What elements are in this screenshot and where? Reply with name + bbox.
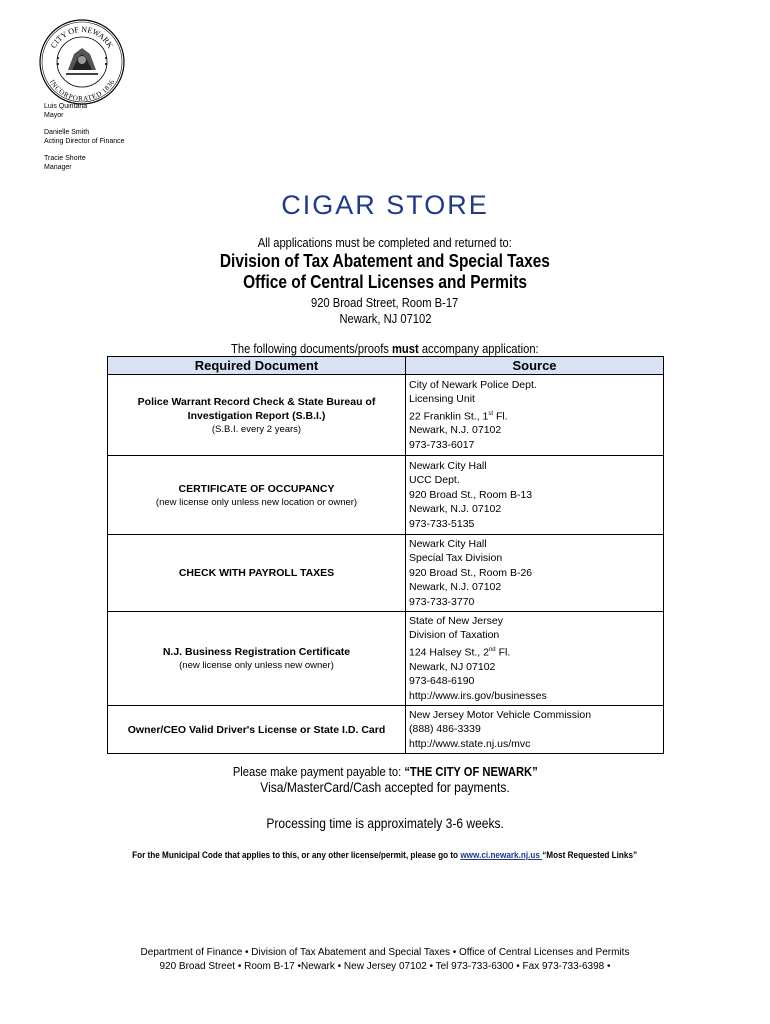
- column-header-source: Source: [406, 357, 664, 375]
- column-header-document: Required Document: [108, 357, 406, 375]
- staff-title: Acting Director of Finance: [44, 138, 125, 145]
- intro-text: All applications must be completed and returned to:: [257, 235, 513, 250]
- staff-manager: [44, 154, 86, 172]
- footer-line-1: Department of Finance • Division of Tax Abatement and Special Taxes • Office of Central Licenses and Permits: [140, 947, 630, 958]
- document-cell: Owner/CEO Valid Driver's License or State I.D. Card: [108, 705, 406, 753]
- staff-mayor: [44, 102, 87, 120]
- documents-intro: The following documents/proofs must accompany application:: [231, 341, 539, 356]
- table-row: [108, 456, 664, 535]
- table-row: [108, 375, 664, 456]
- seal-bottom-text: INCORPORATED 1836: [47, 78, 117, 103]
- seal-top-text: CITY OF NEWARK: [48, 24, 116, 50]
- table-row: [108, 705, 664, 753]
- payment-payee: Please make payment payable to: “THE CITY OF NEWARK”: [232, 764, 538, 779]
- staff-director: [44, 128, 125, 146]
- document-cell: CERTIFICATE OF OCCUPANCY (new license only unless new location or owner): [108, 456, 406, 535]
- staff-name: Tracie Shorte: [44, 155, 86, 162]
- staff-name: Danielle Smith: [44, 129, 90, 136]
- page-title: CIGAR STORE: [281, 190, 489, 220]
- newark-website-link[interactable]: www.ci.newark.nj.us: [460, 850, 543, 861]
- svg-text:INCORPORATED 1836: [48, 78, 117, 103]
- source-cell: City of Newark Police Dept. Licensing Unit 22 Franklin St., 1st Fl. Newark, N.J. 07102 973-733-6017: [406, 375, 664, 456]
- staff-title: Mayor: [44, 112, 64, 119]
- payment-methods: Visa/MasterCard/Cash accepted for payments.: [260, 779, 510, 795]
- office-heading: Office of Central Licenses and Permits: [243, 272, 527, 292]
- table-row: [108, 535, 664, 612]
- source-cell: Newark City Hall Special Tax Division 920 Broad St., Room B-26 Newark, N.J. 07102 973-733-3770: [406, 535, 664, 612]
- municipal-code-note: For the Municipal Code that applies to this, or any other license/permit, please go to www.ci.newark.nj.us “Most Requested Links”: [132, 850, 638, 861]
- requirements-table: [107, 356, 664, 754]
- svg-text:CITY OF NEWARK: [49, 25, 115, 50]
- address-line-2: Newark, NJ 07102: [339, 311, 431, 326]
- document-cell: Police Warrant Record Check & State Bureau of Investigation Report (S.B.I.) (S.B.I. every 2 years): [108, 375, 406, 456]
- processing-time: Processing time is approximately 3-6 weeks.: [266, 815, 504, 831]
- document-cell: N.J. Business Registration Certificate (new license only unless new owner): [108, 612, 406, 706]
- staff-name: Luis Quintana: [44, 103, 88, 110]
- document-cell: CHECK WITH PAYROLL TAXES: [108, 535, 406, 612]
- table-row: [108, 612, 664, 706]
- source-cell: State of New Jersey Division of Taxation 124 Halsey St., 2nd Fl. Newark, NJ 07102 973-648-6190 http://www.irs.gov/businesses: [406, 612, 664, 706]
- footer-line-2: 920 Broad Street • Room B-17 •Newark • New Jersey 07102 • Tel 973-733-6300 • Fax 973-733-6398 •: [159, 961, 611, 972]
- source-cell: Newark City Hall UCC Dept. 920 Broad St., Room B-13 Newark, N.J. 07102 973-733-5135: [406, 456, 664, 535]
- address-line-1: 920 Broad Street, Room B-17: [311, 295, 459, 310]
- city-of-newark-seal-icon: [38, 18, 126, 106]
- footer: [0, 946, 770, 974]
- staff-title: Manager: [44, 164, 72, 171]
- division-heading: Division of Tax Abatement and Special Taxes: [219, 251, 551, 271]
- table-header-row: [108, 357, 664, 375]
- source-cell: New Jersey Motor Vehicle Commission (888) 486-3339 http://www.state.nj.us/mvc: [406, 705, 664, 753]
